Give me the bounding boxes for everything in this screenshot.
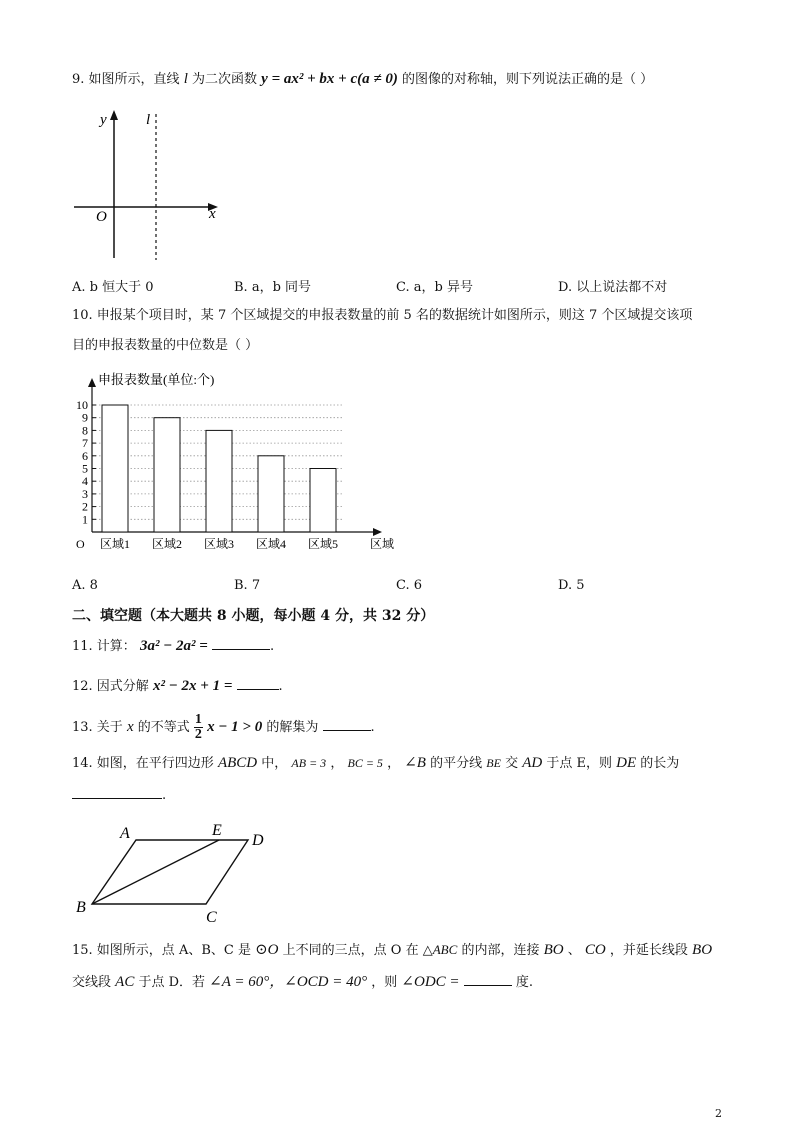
y-tick-label: 8 (82, 423, 88, 438)
section-2-title: 二、填空题（本大题共 8 小题，每小题 4 分，共 32 分） (72, 608, 435, 624)
q15-co: CO (584, 942, 606, 958)
q13-fraction (194, 713, 203, 742)
q9-stem-prefix: 9. 如图所示，直线 (72, 72, 180, 87)
q15-l2c: ，则 (371, 975, 398, 990)
q10-stem-line2: 目的申报表数量的中位数是（ ） (72, 338, 259, 353)
q15-l1c: 的内部，连接 (461, 943, 540, 958)
q12 (72, 677, 283, 696)
q14-p8: 的长为 (640, 756, 680, 771)
q13-denominator: 2 (194, 727, 202, 742)
q14-p2: 中， (261, 756, 288, 771)
q14-p6: 交 (505, 756, 519, 771)
q14-p1: 14. 如图，在平行四边形 (72, 756, 214, 771)
q14-bc: BC = 5 (347, 756, 383, 770)
q13-end: . (370, 720, 375, 735)
q15-l1d: 、 (567, 943, 581, 958)
q9-stem-l: l (183, 71, 188, 87)
q11 (72, 637, 274, 656)
q14-ad: AD (522, 755, 543, 771)
q14-label-a: A (120, 825, 130, 842)
x-tick-label: 区域4 (255, 537, 287, 551)
q12-expression: x² − 2x + 1 = (152, 678, 233, 694)
q14-be: BE (486, 756, 501, 770)
q14-p4: ， (387, 756, 401, 771)
page-number: 2 (715, 1107, 722, 1120)
q14-segment-be (92, 840, 219, 904)
y-tick-label: 2 (82, 499, 88, 514)
q9-label-l: l (146, 112, 151, 128)
y-tick-label: 6 (82, 448, 88, 463)
q14-de: DE (616, 755, 637, 771)
y-tick-label: 5 (82, 461, 88, 476)
q14-label-d: D (252, 832, 264, 849)
q15-l1e: ，并延长线段 (609, 943, 688, 958)
y-tick-label: 3 (82, 486, 88, 501)
q10-stem-line1: 10. 申报某个项目时，某 7 个区域提交的申报表数量的前 5 名的数据统计如图所示，则这 7 个区域提交该项 (72, 308, 693, 323)
q14-abcd: ABCD (217, 755, 258, 771)
q14-stem (72, 754, 679, 773)
q10-option-c[interactable]: C. 6 (396, 578, 423, 593)
q13-expression: x − 1 > 0 (207, 719, 263, 735)
y-tick-label: 4 (82, 474, 88, 489)
q14-p3: ， (330, 756, 344, 771)
q9-label-y: y (100, 112, 107, 128)
origin-label: O (76, 537, 85, 551)
q14-end: . (162, 788, 167, 803)
x-tick-label: 区域2 (151, 537, 183, 551)
q11-expression: 3a² − 2a² = (139, 638, 208, 654)
q9-option-d[interactable]: D. 以上说法都不对 (558, 280, 668, 295)
q9-stem-suffix: 的图像的对称轴，则下列说法正确的是（ ） (401, 72, 654, 87)
q11-prefix: 11. 计算： (72, 639, 136, 654)
bar (206, 430, 232, 532)
q13-suffix: 的解集为 (266, 720, 319, 735)
q15-ask: ∠ODC = (401, 974, 460, 990)
q15-line2 (72, 973, 533, 992)
q14-answer-blank[interactable] (72, 786, 162, 799)
q15-l2a: 交线段 (72, 975, 112, 990)
q13 (72, 712, 375, 743)
q10-option-d[interactable]: D. 5 (558, 578, 585, 593)
q14-p5: 的平分线 (430, 756, 483, 771)
q13-var: x (126, 719, 134, 735)
x-tick-label: 区域1 (99, 537, 131, 551)
x-tick-label: 区域3 (203, 537, 235, 551)
q13-answer-blank[interactable] (323, 718, 371, 731)
bar (310, 469, 336, 533)
q14-p7: 于点 E，则 (546, 756, 612, 771)
q11-answer-blank[interactable] (212, 637, 270, 650)
y-tick-label: 7 (82, 436, 88, 451)
q10-bar-chart (70, 364, 410, 564)
q15-ac: AC (115, 974, 135, 990)
q9-stem (72, 70, 653, 89)
q15-answer-blank[interactable] (464, 973, 512, 986)
q15-circle: ⊙O (255, 942, 279, 958)
q9-label-o: O (96, 209, 107, 225)
q14-angle: ∠B (404, 755, 426, 771)
q15-l1a: 15. 如图所示，点 A、B、C 是 (72, 943, 251, 958)
q15-line1 (72, 941, 712, 960)
q9-option-a[interactable]: A. b 恒大于 0 (72, 280, 154, 295)
q15-triangle: △ABC (422, 942, 458, 957)
q15-l2d: 度. (515, 975, 533, 990)
q9-option-c[interactable]: C. a，b 异号 (396, 280, 473, 295)
q9-y-arrow (110, 110, 118, 120)
bar (258, 456, 284, 532)
q12-prefix: 12. 因式分解 (72, 679, 149, 694)
q13-numerator: 1 (194, 712, 202, 727)
q14-label-b: B (76, 899, 86, 916)
y-tick-label: 9 (82, 410, 88, 425)
q14-ab: AB = 3 (291, 756, 327, 770)
bar (154, 418, 180, 532)
q9-figure (70, 108, 230, 268)
q13-prefix: 13. 关于 (72, 720, 123, 735)
q14-parallelogram-figure (72, 818, 292, 928)
q12-suffix: . (278, 679, 283, 694)
x-axis-arrow (373, 528, 382, 536)
q9-option-b[interactable]: B. a，b 同号 (234, 280, 312, 295)
q15-l1b: 上不同的三点，点 O 在 (282, 943, 419, 958)
y-axis-label: 申报表数量(单位:个) (98, 372, 215, 387)
q14-label-c: C (206, 909, 217, 926)
q14-parallelogram (92, 840, 248, 904)
q13-mid: 的不等式 (137, 720, 190, 735)
y-axis-arrow (88, 378, 96, 387)
q12-answer-blank[interactable] (237, 677, 279, 690)
q9-label-x: x (209, 206, 216, 222)
q15-bo2: BO (692, 942, 713, 958)
q15-l2b: 于点 D．若 (138, 975, 206, 990)
x-tick-label: 区域5 (307, 537, 339, 551)
q9-formula: y = ax² + bx + c(a ≠ 0) (261, 71, 398, 87)
q14-answer-line (72, 786, 166, 805)
y-tick-label: 1 (82, 512, 88, 527)
bar (102, 405, 128, 532)
q15-bo: BO (543, 942, 564, 958)
q9-stem-mid: 为二次函数 (192, 72, 258, 87)
q10-option-b[interactable]: B. 7 (234, 578, 261, 593)
q14-label-e: E (212, 822, 222, 839)
y-tick-label: 10 (76, 398, 88, 412)
q10-option-a[interactable]: A. 8 (72, 578, 98, 593)
q11-suffix: . (269, 639, 275, 654)
q15-condition: ∠A = 60°，∠OCD = 40° (209, 974, 368, 990)
x-axis-label: 区域 (370, 537, 395, 551)
